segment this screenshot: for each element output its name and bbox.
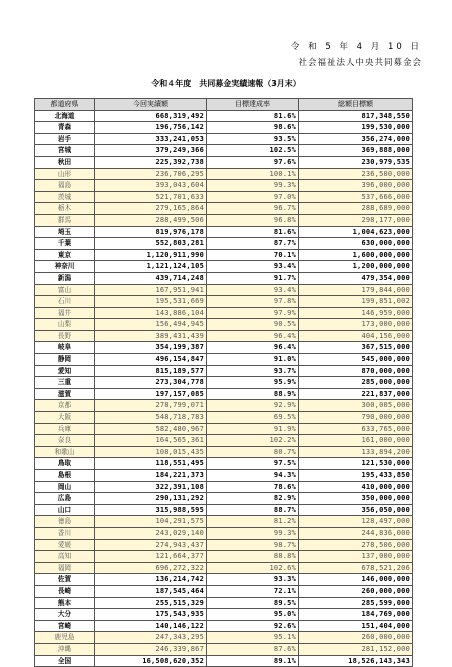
amount-cell: 195,531,669 [95, 296, 207, 308]
table-row [35, 319, 413, 331]
goal-cell: 260,000,000 [299, 585, 413, 597]
rate-cell: 88.8% [207, 551, 299, 563]
amount-cell: 696,272,322 [95, 562, 207, 574]
amount-cell: 322,391,108 [95, 481, 207, 493]
column-header-prefecture: 都道府県 [35, 99, 95, 111]
goal-cell: 281,152,000 [299, 643, 413, 655]
prefecture-cell: 広島 [35, 493, 95, 505]
goal-cell: 161,000,000 [299, 435, 413, 447]
table-row [35, 562, 413, 574]
table-row [35, 643, 413, 655]
total-amount-cell: 16,508,620,352 [95, 655, 207, 667]
table-row [35, 133, 413, 145]
goal-cell: 179,844,000 [299, 284, 413, 296]
amount-cell: 243,029,140 [95, 527, 207, 539]
goal-cell: 630,000,000 [299, 238, 413, 250]
amount-cell: 121,664,377 [95, 551, 207, 563]
goal-cell: 236,500,000 [299, 168, 413, 180]
rate-cell: 88.9% [207, 388, 299, 400]
rate-cell: 99.3% [207, 180, 299, 192]
rate-cell: 87.7% [207, 238, 299, 250]
prefecture-cell: 新潟 [35, 272, 95, 284]
goal-cell: 221,837,000 [299, 388, 413, 400]
table-row [35, 412, 413, 424]
goal-cell: 137,000,000 [299, 551, 413, 563]
prefecture-cell: 滋賀 [35, 388, 95, 400]
prefecture-cell: 岩手 [35, 133, 95, 145]
table-row [35, 470, 413, 482]
amount-cell: 246,339,867 [95, 643, 207, 655]
table-row [35, 296, 413, 308]
goal-cell: 195,433,850 [299, 470, 413, 482]
table-row [35, 191, 413, 203]
prefecture-cell: 島根 [35, 470, 95, 482]
prefecture-cell: 宮城 [35, 145, 95, 157]
total-row [35, 655, 413, 667]
goal-cell: 404,156,000 [299, 330, 413, 342]
prefecture-cell: 岐阜 [35, 342, 95, 354]
table-row [35, 458, 413, 470]
rate-cell: 96.8% [207, 214, 299, 226]
rate-cell: 96.4% [207, 342, 299, 354]
prefecture-cell: 愛媛 [35, 539, 95, 551]
table-row [35, 400, 413, 412]
rate-cell: 69.5% [207, 412, 299, 424]
rate-cell: 102.6% [207, 562, 299, 574]
amount-cell: 143,886,104 [95, 307, 207, 319]
goal-cell: 146,000,000 [299, 574, 413, 586]
table-row [35, 249, 413, 261]
rate-cell: 100.1% [207, 168, 299, 180]
amount-cell: 274,943,437 [95, 539, 207, 551]
amount-cell: 278,799,071 [95, 400, 207, 412]
table-header-row [35, 99, 413, 111]
goal-cell: 285,000,000 [299, 377, 413, 389]
column-header-goal: 総額目標額 [299, 99, 413, 111]
rate-cell: 93.4% [207, 284, 299, 296]
rate-cell: 99.3% [207, 527, 299, 539]
table-row [35, 226, 413, 238]
goal-cell: 128,497,000 [299, 516, 413, 528]
table-row [35, 365, 413, 377]
goal-cell: 121,530,000 [299, 458, 413, 470]
goal-cell: 285,599,000 [299, 597, 413, 609]
prefecture-cell: 宮崎 [35, 620, 95, 632]
amount-cell: 1,120,911,990 [95, 249, 207, 261]
amount-cell: 582,480,967 [95, 423, 207, 435]
rate-cell: 82.9% [207, 493, 299, 505]
table-row [35, 539, 413, 551]
table-row [35, 145, 413, 157]
prefecture-cell: 秋田 [35, 156, 95, 168]
rate-cell: 91.9% [207, 423, 299, 435]
table-row [35, 354, 413, 366]
prefecture-cell: 富山 [35, 284, 95, 296]
prefecture-cell: 香川 [35, 527, 95, 539]
prefecture-cell: 群馬 [35, 214, 95, 226]
rate-cell: 81.2% [207, 516, 299, 528]
amount-cell: 393,043,604 [95, 180, 207, 192]
amount-cell: 668,319,492 [95, 110, 207, 122]
amount-cell: 136,214,742 [95, 574, 207, 586]
goal-cell: 545,000,000 [299, 354, 413, 366]
goal-cell: 410,000,000 [299, 481, 413, 493]
goal-cell: 146,959,000 [299, 307, 413, 319]
table-row [35, 203, 413, 215]
prefecture-cell: 京都 [35, 400, 95, 412]
table-row [35, 342, 413, 354]
goal-cell: 356,050,000 [299, 504, 413, 516]
amount-cell: 288,499,506 [95, 214, 207, 226]
rate-cell: 70.1% [207, 249, 299, 261]
table-row [35, 551, 413, 563]
goal-cell: 678,521,206 [299, 562, 413, 574]
table-row [35, 446, 413, 458]
amount-cell: 354,199,387 [95, 342, 207, 354]
amount-cell: 815,189,577 [95, 365, 207, 377]
prefecture-cell: 鹿児島 [35, 632, 95, 644]
prefecture-cell: 北海道 [35, 110, 95, 122]
prefecture-cell: 長野 [35, 330, 95, 342]
goal-cell: 367,515,000 [299, 342, 413, 354]
rate-cell: 102.2% [207, 435, 299, 447]
amount-cell: 273,304,778 [95, 377, 207, 389]
goal-cell: 790,000,000 [299, 412, 413, 424]
rate-cell: 94.3% [207, 470, 299, 482]
goal-cell: 298,177,000 [299, 214, 413, 226]
rate-cell: 81.6% [207, 226, 299, 238]
amount-cell: 118,551,495 [95, 458, 207, 470]
rate-cell: 97.9% [207, 307, 299, 319]
rate-cell: 98.7% [207, 539, 299, 551]
rate-cell: 87.6% [207, 643, 299, 655]
goal-cell: 1,200,000,000 [299, 261, 413, 273]
table-body [35, 110, 413, 667]
rate-cell: 91.7% [207, 272, 299, 284]
rate-cell: 90.5% [207, 319, 299, 331]
goal-cell: 396,000,000 [299, 180, 413, 192]
prefecture-cell: 石川 [35, 296, 95, 308]
goal-cell: 1,600,000,000 [299, 249, 413, 261]
rate-cell: 93.5% [207, 133, 299, 145]
total-rate-cell: 89.1% [207, 655, 299, 667]
amount-cell: 184,221,373 [95, 470, 207, 482]
amount-cell: 548,718,783 [95, 412, 207, 424]
table-row [35, 330, 413, 342]
amount-cell: 279,165,864 [95, 203, 207, 215]
prefecture-cell: 福島 [35, 180, 95, 192]
rate-cell: 98.6% [207, 122, 299, 134]
total-label-cell: 全国 [35, 655, 95, 667]
table-row [35, 435, 413, 447]
amount-cell: 187,545,464 [95, 585, 207, 597]
table-row [35, 377, 413, 389]
prefecture-cell: 奈良 [35, 435, 95, 447]
amount-cell: 225,392,738 [95, 156, 207, 168]
prefecture-cell: 青森 [35, 122, 95, 134]
goal-cell: 199,851,002 [299, 296, 413, 308]
goal-cell: 230,979,535 [299, 156, 413, 168]
total-goal-cell: 18,526,143,343 [299, 655, 413, 667]
amount-cell: 315,988,595 [95, 504, 207, 516]
amount-cell: 496,154,847 [95, 354, 207, 366]
table-row [35, 284, 413, 296]
rate-cell: 92.6% [207, 620, 299, 632]
prefecture-cell: 山梨 [35, 319, 95, 331]
rate-cell: 97.8% [207, 296, 299, 308]
amount-cell: 1,121,124,105 [95, 261, 207, 273]
amount-cell: 389,431,439 [95, 330, 207, 342]
prefecture-cell: 高知 [35, 551, 95, 563]
goal-cell: 300,005,000 [299, 400, 413, 412]
prefecture-cell: 沖縄 [35, 643, 95, 655]
table-row [35, 504, 413, 516]
prefecture-cell: 東京 [35, 249, 95, 261]
rate-cell: 97.6% [207, 156, 299, 168]
table-row [35, 493, 413, 505]
rate-cell: 102.5% [207, 145, 299, 157]
table-row [35, 527, 413, 539]
table-row [35, 597, 413, 609]
table-row [35, 307, 413, 319]
rate-cell: 89.5% [207, 597, 299, 609]
goal-cell: 1,004,623,000 [299, 226, 413, 238]
amount-cell: 247,343,295 [95, 632, 207, 644]
goal-cell: 199,530,000 [299, 122, 413, 134]
goal-cell: 817,348,550 [299, 110, 413, 122]
column-header-amount: 今回実績額 [95, 99, 207, 111]
goal-cell: 479,354,000 [299, 272, 413, 284]
amount-cell: 156,494,945 [95, 319, 207, 331]
rate-cell: 97.0% [207, 191, 299, 203]
prefecture-cell: 福井 [35, 307, 95, 319]
goal-cell: 173,000,000 [299, 319, 413, 331]
goal-cell: 356,274,000 [299, 133, 413, 145]
prefecture-cell: 岡山 [35, 481, 95, 493]
rate-cell: 96.4% [207, 330, 299, 342]
table-row [35, 180, 413, 192]
table-row [35, 609, 413, 621]
amount-cell: 521,701,633 [95, 191, 207, 203]
rate-cell: 93.4% [207, 261, 299, 273]
amount-cell: 290,131,292 [95, 493, 207, 505]
prefecture-cell: 長崎 [35, 585, 95, 597]
table-row [35, 423, 413, 435]
prefecture-cell: 山口 [35, 504, 95, 516]
prefecture-cell: 千葉 [35, 238, 95, 250]
table-row [35, 620, 413, 632]
rate-cell: 80.7% [207, 446, 299, 458]
amount-cell: 140,146,122 [95, 620, 207, 632]
rate-cell: 92.9% [207, 400, 299, 412]
rate-cell: 95.1% [207, 632, 299, 644]
rate-cell: 96.7% [207, 203, 299, 215]
results-table [34, 98, 413, 667]
amount-cell: 379,249,366 [95, 145, 207, 157]
amount-cell: 439,714,248 [95, 272, 207, 284]
goal-cell: 288,689,000 [299, 203, 413, 215]
table-row [35, 388, 413, 400]
prefecture-cell: 栃木 [35, 203, 95, 215]
header-organization: 社会福祉法人中央共同募金会 [298, 58, 422, 68]
goal-cell: 184,769,000 [299, 609, 413, 621]
amount-cell: 552,803,281 [95, 238, 207, 250]
table-row [35, 110, 413, 122]
goal-cell: 278,506,000 [299, 539, 413, 551]
amount-cell: 197,157,085 [95, 388, 207, 400]
prefecture-cell: 福岡 [35, 562, 95, 574]
prefecture-cell: 佐賀 [35, 574, 95, 586]
header-date: 令 和 5 年 4 月 10 日 [290, 42, 422, 52]
amount-cell: 104,291,575 [95, 516, 207, 528]
rate-cell: 95.0% [207, 609, 299, 621]
prefecture-cell: 和歌山 [35, 446, 95, 458]
rate-cell: 78.6% [207, 481, 299, 493]
goal-cell: 151,404,000 [299, 620, 413, 632]
rate-cell: 93.3% [207, 574, 299, 586]
table-row [35, 516, 413, 528]
amount-cell: 167,951,941 [95, 284, 207, 296]
goal-cell: 133,894,200 [299, 446, 413, 458]
prefecture-cell: 熊本 [35, 597, 95, 609]
goal-cell: 870,000,000 [299, 365, 413, 377]
prefecture-cell: 茨城 [35, 191, 95, 203]
rate-cell: 72.1% [207, 585, 299, 597]
table-row [35, 261, 413, 273]
table-row [35, 122, 413, 134]
goal-cell: 633,765,000 [299, 423, 413, 435]
table-row [35, 272, 413, 284]
table-row [35, 156, 413, 168]
table-row [35, 214, 413, 226]
prefecture-cell: 大阪 [35, 412, 95, 424]
prefecture-cell: 山形 [35, 168, 95, 180]
goal-cell: 350,000,000 [299, 493, 413, 505]
amount-cell: 819,976,178 [95, 226, 207, 238]
rate-cell: 88.7% [207, 504, 299, 516]
amount-cell: 236,706,295 [95, 168, 207, 180]
rate-cell: 97.5% [207, 458, 299, 470]
prefecture-cell: 愛知 [35, 365, 95, 377]
amount-cell: 175,543,935 [95, 609, 207, 621]
table-row [35, 168, 413, 180]
amount-cell: 255,515,329 [95, 597, 207, 609]
prefecture-cell: 三重 [35, 377, 95, 389]
table-row [35, 574, 413, 586]
table-row [35, 632, 413, 644]
column-header-rate: 目標達成率 [207, 99, 299, 111]
rate-cell: 93.7% [207, 365, 299, 377]
prefecture-cell: 鳥取 [35, 458, 95, 470]
rate-cell: 81.6% [207, 110, 299, 122]
goal-cell: 260,000,000 [299, 632, 413, 644]
amount-cell: 196,756,142 [95, 122, 207, 134]
prefecture-cell: 埼玉 [35, 226, 95, 238]
table-row [35, 481, 413, 493]
page-title: 令和４年度 共同募金実績速報（3月末） [151, 79, 301, 88]
prefecture-cell: 兵庫 [35, 423, 95, 435]
prefecture-cell: 静岡 [35, 354, 95, 366]
prefecture-cell: 大分 [35, 609, 95, 621]
prefecture-cell: 神奈川 [35, 261, 95, 273]
amount-cell: 108,015,435 [95, 446, 207, 458]
amount-cell: 164,565,361 [95, 435, 207, 447]
goal-cell: 369,888,000 [299, 145, 413, 157]
table-row [35, 238, 413, 250]
goal-cell: 244,836,000 [299, 527, 413, 539]
prefecture-cell: 徳島 [35, 516, 95, 528]
amount-cell: 333,241,053 [95, 133, 207, 145]
rate-cell: 95.9% [207, 377, 299, 389]
table-row [35, 585, 413, 597]
goal-cell: 537,666,000 [299, 191, 413, 203]
rate-cell: 91.0% [207, 354, 299, 366]
